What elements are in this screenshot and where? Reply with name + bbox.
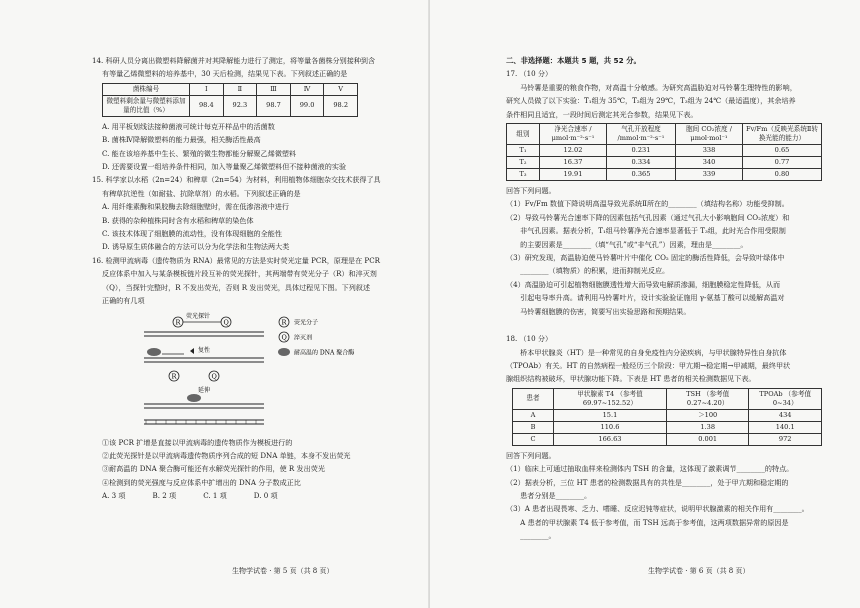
q15-option-d: D. 诱导原生质体融合的方法可以分为化学法和生物法两大类 bbox=[102, 242, 290, 252]
q17-r2-c1: T₂ bbox=[507, 157, 540, 169]
q18-r2-c2: 110.6 bbox=[554, 421, 667, 433]
q14-val-5: 98.2 bbox=[324, 95, 358, 116]
q17-r3-c2: 19.91 bbox=[540, 169, 607, 181]
q17-th-group: 组别 bbox=[507, 124, 540, 145]
q17-r3-c1: T₃ bbox=[507, 169, 540, 181]
q14-stem: 14. 科研人员分离出微塑料降解菌并对其降解能力进行了测定，将等量各菌株分别接种到含 bbox=[92, 56, 376, 65]
table-row bbox=[507, 145, 822, 157]
q15-option-c: C. 该技术体现了细胞膜的流动性，没有体现细胞的全能性 bbox=[102, 229, 282, 239]
pcr-probe-diagram bbox=[114, 310, 384, 434]
q17-r3-c3: 0.365 bbox=[607, 169, 676, 181]
q17-r3-c5: 0.80 bbox=[743, 169, 822, 181]
q17-intro-3: 条件相同且适宜，一段时间后测定其光合参数，结果见下表。 bbox=[506, 109, 698, 119]
q18-sub-2: （2）据表分析，三位 HT 患者的检测数据具有的共性是________，处于甲亢期和稳定期的 bbox=[506, 477, 789, 487]
q18-r3-c3: 0.001 bbox=[666, 433, 749, 445]
table-row bbox=[513, 409, 822, 421]
q17-r2-c4: 340 bbox=[676, 157, 743, 169]
q17-intro-2: 研究人员做了以下实验：T₁组为 35℃，T₂组为 29℃，T₃组为 24℃（最适温度），其余培养 bbox=[506, 96, 796, 106]
q18-th-tpoab: TPOAb （参考值 0~34） bbox=[749, 388, 822, 409]
q18-r2-c4: 140.1 bbox=[749, 421, 822, 433]
q18-intro-3: 腺组织结构被破坏，甲状腺功能下降。下表是 HT 患者的相关检测数据见下表。 bbox=[506, 374, 756, 384]
q17-sub-2: （2）导致马铃薯光合速率下降的因素包括气孔因素（通过气孔大小影响胞间 CO₂浓度）和 bbox=[506, 212, 790, 222]
left-column bbox=[92, 54, 408, 503]
q18-intro-1: 桥本甲状腺炎（HT）是一种常见的自身免疫性内分泌疾病，与甲状腺特异性自身抗体 bbox=[506, 347, 787, 357]
fluor-r-letter: R bbox=[175, 318, 181, 326]
q14-stem-cont: 有等量乙烯微塑料的培养基中，30 天后检测，结果见下表。下列叙述正确的是 bbox=[102, 69, 348, 79]
q16-statement-2: ②此荧光探针是以甲流病毒遗传物质序列合成的短 DNA 单链，本身不发出荧光 bbox=[102, 450, 351, 460]
q18-sub-1: （1）临床上可通过抽取血样来检测体内 TSH 的含量，这体现了激素调节________的特点。 bbox=[506, 464, 794, 474]
q17-table bbox=[506, 123, 822, 181]
anneal-arrow bbox=[190, 348, 194, 354]
q17-prompt: 回答下列问题。 bbox=[506, 186, 556, 196]
q18-th-t4: 甲状腺素 T4 （参考值 69.97~152.52） bbox=[554, 388, 667, 409]
legend-fluor-label: 荧光分子 bbox=[294, 319, 319, 326]
table-row bbox=[507, 169, 822, 181]
q18-prompt: 回答下列问题。 bbox=[506, 450, 556, 460]
section-heading: 二、非选择题：本题共 5 题，共 52 分。 bbox=[506, 56, 641, 65]
q18-th-patient: 患者 bbox=[513, 388, 554, 409]
q18-intro-2: （TPOAb）有关。HT 的自然病程一般经历三个阶段：甲亢期→稳定期→甲减期，最终甲状 bbox=[506, 360, 791, 370]
released-r-letter: R bbox=[171, 372, 177, 380]
released-q-letter: Q bbox=[211, 372, 217, 380]
base-pair-ticks bbox=[146, 420, 256, 424]
q18-r2-c3: 1.38 bbox=[666, 421, 749, 433]
legend-q-letter: Q bbox=[281, 333, 287, 341]
q14-table bbox=[102, 83, 358, 117]
q14-option-c: C. 能在该培养基中生长、繁殖的微生物都能分解聚乙烯微塑料 bbox=[102, 148, 297, 158]
probe-label: 荧光探针 bbox=[186, 312, 211, 320]
q15-stem: 15. 科学家以水稻（2n=24）和稗草（2n=54）为材料，利用植物体细胞杂交技术获得了具 bbox=[92, 175, 381, 185]
legend-r-letter: R bbox=[281, 318, 287, 326]
q17-r2-c3: 0.334 bbox=[607, 157, 676, 169]
q18-r3-c2: 166.63 bbox=[554, 433, 667, 445]
q18-sub-2b: 患者分别是________。 bbox=[506, 490, 592, 500]
q14-th-4: Ⅳ bbox=[290, 83, 324, 95]
q17-th-stomata: 气孔开放程度 /mmol·m⁻²·s⁻¹ bbox=[607, 124, 676, 145]
q14-th-5: Ⅴ bbox=[324, 83, 358, 95]
table-row bbox=[507, 157, 822, 169]
q14-val-4: 99.0 bbox=[290, 95, 324, 116]
q17-r1-c3: 0.231 bbox=[607, 145, 676, 157]
q17-r1-c1: T₁ bbox=[507, 145, 540, 157]
q17-r1-c2: 12.02 bbox=[540, 145, 607, 157]
q14-val-3: 98.7 bbox=[257, 95, 291, 116]
q17-r1-c4: 338 bbox=[676, 145, 743, 157]
q14-th-2: Ⅱ bbox=[223, 83, 257, 95]
q18-r1-c3: ＞100 bbox=[666, 409, 749, 421]
q18-number: 18. （10 分） bbox=[506, 334, 553, 344]
q16-statement-1: ①该 PCR 扩增是直接以甲流病毒的遗传物质作为模板进行的 bbox=[102, 437, 293, 447]
q18-sub-3: （3）A 患者出现畏寒、乏力、嗜睡、反应迟钝等症状，说明甲状腺激素的相关作用有________。 bbox=[506, 504, 809, 514]
q16-stem-cont3: 正确的有几项 bbox=[102, 296, 145, 306]
polymerase-1 bbox=[147, 348, 161, 356]
legend-quench-label: 淬灭剂 bbox=[294, 334, 313, 341]
q17-sub-2c: 的主要因素是________（填“气孔”或“非气孔”）因素，理由是________。 bbox=[506, 239, 748, 249]
q18-r2-c1: B bbox=[513, 421, 554, 433]
q16-stem-cont2: （Q），当探针完整时，R 不发出荧光，否则 R 发出荧光，具体过程见下图。下列叙述 bbox=[102, 282, 370, 292]
q16-statement-4: ④检测到的荧光强度与反应体系中扩增出的 DNA 分子数成正比 bbox=[102, 477, 301, 487]
q18-r3-c1: C bbox=[513, 433, 554, 445]
q18-sub-3b: A 患者的甲状腺素 T4 低于参考值，而 TSH 远高于参考值，这两项数据异常的原因是 bbox=[506, 517, 789, 527]
q17-intro-1: 马铃薯是重要的粮食作物，对高温十分敏感。为研究高温胁迫对马铃薯生理特性的影响， bbox=[506, 82, 797, 92]
table-row bbox=[513, 421, 822, 433]
q17-sub-2b: 非气孔因素。据表分析，T₁组马铃薯净光合速率显著低于 T₃组，此时光合作用受限制 bbox=[506, 226, 786, 236]
q14-th-1: Ⅰ bbox=[190, 83, 224, 95]
q14-option-d: D. 还需要设置一组培养条件相同，加入等量聚乙烯微塑料但不接种菌液的实验 bbox=[102, 162, 347, 172]
q15-stem-cont: 有稗草抗逆性（如耐盐、抗除草剂）的水稻。下列叙述正确的是 bbox=[102, 188, 301, 198]
q14-th-3: Ⅲ bbox=[257, 83, 291, 95]
q17-th-fvfm: Fv/Fm（反映光系统Ⅱ转换光能的能力） bbox=[743, 124, 822, 145]
q14-val-1: 98.4 bbox=[190, 95, 224, 116]
q16-stem: 16. 检测甲流病毒（遗传物质为 RNA）最常见的方法是实时荧光定量 PCR，原理是在 PCR bbox=[92, 255, 380, 265]
quencher-q-letter: Q bbox=[223, 318, 229, 326]
q17-sub-3b: ________（填物质）的积累，进而抑制光反应。 bbox=[506, 266, 670, 276]
q17-sub-4: （4）高温胁迫可引起植物细胞膜透性增大而导致电解质渗漏，细胞膜稳定性降低，从而 bbox=[506, 279, 781, 289]
q16-stem-cont: 反应体系中加入与某条模板链片段互补的荧光探针，其两端带有荧光分子（R）和淬灭剂 bbox=[102, 269, 377, 279]
page-5-footer: 生物学试卷 · 第 5 页（共 8 页） bbox=[232, 567, 334, 575]
q18-r3-c4: 972 bbox=[749, 433, 822, 445]
q14-row-label: 微塑料剩余量与微塑料添加量的比值（%） bbox=[103, 95, 190, 116]
q18-table bbox=[512, 388, 822, 446]
q14-th-strain: 菌株编号 bbox=[103, 83, 190, 95]
q17-r3-c4: 339 bbox=[676, 169, 743, 181]
q14-option-a: A. 用平板划线法接种菌液可统计每克开样品中的活菌数 bbox=[102, 121, 275, 131]
table-row bbox=[513, 433, 822, 445]
q17-number: 17. （10 分） bbox=[506, 69, 553, 79]
right-column bbox=[506, 54, 826, 543]
q17-sub-4c: 马铃薯细胞膜的伤害，简要写出实验思路和预期结果。 bbox=[506, 306, 691, 316]
page-6-footer: 生物学试卷 · 第 6 页（共 8 页） bbox=[648, 567, 750, 575]
q18-r1-c2: 15.1 bbox=[554, 409, 667, 421]
q17-sub-3: （3）研究发现，高温胁迫使马铃薯叶片中催化 CO₂ 固定的酶活性降低，会导致叶绿体中 bbox=[506, 253, 785, 263]
step-anneal-label: 复性 bbox=[198, 346, 211, 354]
q18-r1-c1: A bbox=[513, 409, 554, 421]
polymerase-2 bbox=[187, 394, 201, 402]
q14-option-b: B. 菌株Ⅳ降解微塑料的能力最强，相关酶活性最高 bbox=[102, 135, 261, 145]
q17-r1-c5: 0.65 bbox=[743, 145, 822, 157]
q17-th-co2: 胞间 CO₂浓度 /μmol·mol⁻¹ bbox=[676, 124, 743, 145]
q18-sub-3c: ________。 bbox=[506, 531, 556, 541]
q15-option-b: B. 获得的杂种植株同时含有水稻和稗草的染色体 bbox=[102, 215, 254, 225]
q15-option-a: A. 用纤维素酶和果胶酶去除细胞壁时，需在低渗溶液中进行 bbox=[102, 202, 289, 212]
q17-sub-1: （1）Fv/Fm 数值下降说明高温导致光系统Ⅱ所在的________（填结构名称）功能受抑制。 bbox=[506, 199, 789, 209]
q17-r2-c5: 0.77 bbox=[743, 157, 822, 169]
step-extend-label: 延伸 bbox=[198, 386, 211, 394]
q17-sub-4b: 引起电导率升高。请利用马铃薯叶片，设计实验验证施用 γ-氨基丁酸可以缓解高温对 bbox=[506, 293, 785, 303]
q14-val-2: 92.3 bbox=[223, 95, 257, 116]
legend-polymerase-shape bbox=[278, 348, 290, 356]
q16-statement-3: ③耐高温的 DNA 聚合酶可能还有水解荧光探针的作用，使 R 发出荧光 bbox=[102, 464, 325, 474]
q17-r2-c2: 16.37 bbox=[540, 157, 607, 169]
q16-options: A. 3 项 B. 2 项 C. 1 项 D. 0 项 bbox=[102, 491, 278, 501]
q18-r1-c4: 434 bbox=[749, 409, 822, 421]
legend-poly-label: 耐高温的 DNA 聚合酶 bbox=[294, 349, 355, 356]
q18-th-tsh: TSH （参考值 0.27~4.20） bbox=[666, 388, 749, 409]
q17-th-rate: 净光合速率 /μmol·m⁻²·s⁻¹ bbox=[540, 124, 607, 145]
